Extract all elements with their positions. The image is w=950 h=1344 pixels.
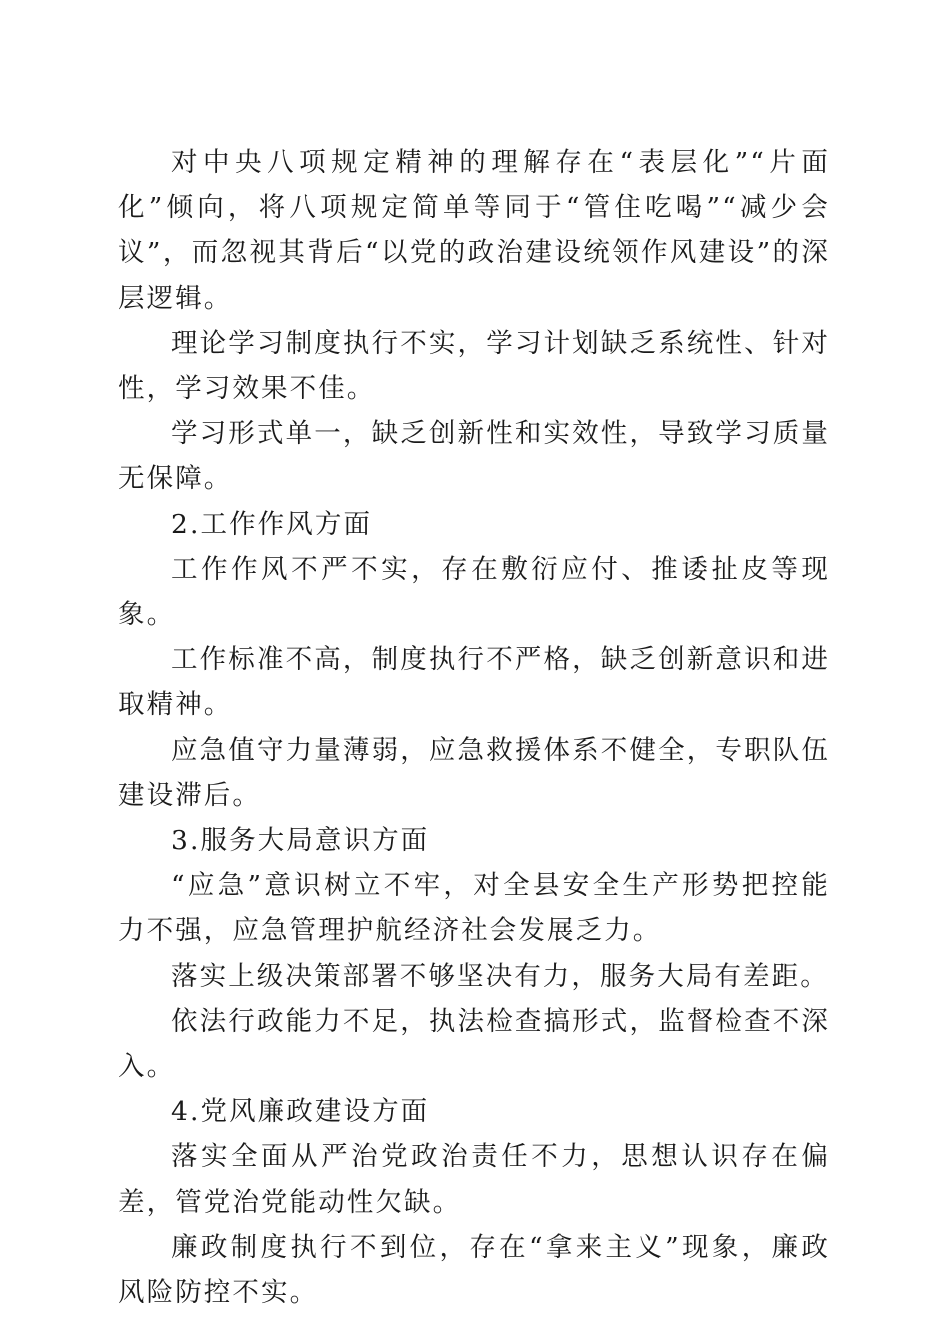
paragraph: 学习形式单一，缺乏创新性和实效性，导致学习质量无保障。 <box>118 418 830 495</box>
paragraph: 落实上级决策部署不够坚决有力，服务大局有差距。 <box>171 960 829 992</box>
paragraph: 落实全面从严治党政治责任不力，思想认识存在偏差，管党治党能动性欠缺。 <box>118 1141 830 1218</box>
paragraph: 依法行政能力不足，执法检查搞形式，监督检查不深入。 <box>118 1005 830 1083</box>
section-heading: 4.党风廉政建设方面 <box>171 1096 430 1128</box>
paragraph: 廉政制度执行不到位，存在“拿来主义”现象，廉政风险防控不实。 <box>118 1231 830 1309</box>
paragraph: “应急”意识树立不牢，对全县安全生产形势把控能力不强，应急管理护航经济社会发展乏力。 <box>118 870 830 947</box>
paragraph: 工作作风不严不实，存在敷衍应付、推诿扯皮等现象。 <box>118 553 830 631</box>
section-heading: 3.服务大局意识方面 <box>171 825 430 857</box>
paragraph: 工作标准不高，制度执行不严格，缺乏创新意识和进取精神。 <box>118 644 830 721</box>
paragraph: 理论学习制度执行不实，学习计划缺乏系统性、针对性，学习效果不佳。 <box>118 327 830 405</box>
document-body <box>118 140 830 1315</box>
section-heading: 2.工作作风方面 <box>171 508 373 540</box>
paragraph: 应急值守力量薄弱，应急救援体系不健全，专职队伍建设滞后。 <box>118 734 830 811</box>
paragraph: 对中央八项规定精神的理解存在“表层化”“片面化”倾向，将八项规定简单等同于“管住吃喝”“减少会议”，而忽视其背后“以党的政治建设统领作风建设”的深层逻辑。 <box>118 147 830 314</box>
